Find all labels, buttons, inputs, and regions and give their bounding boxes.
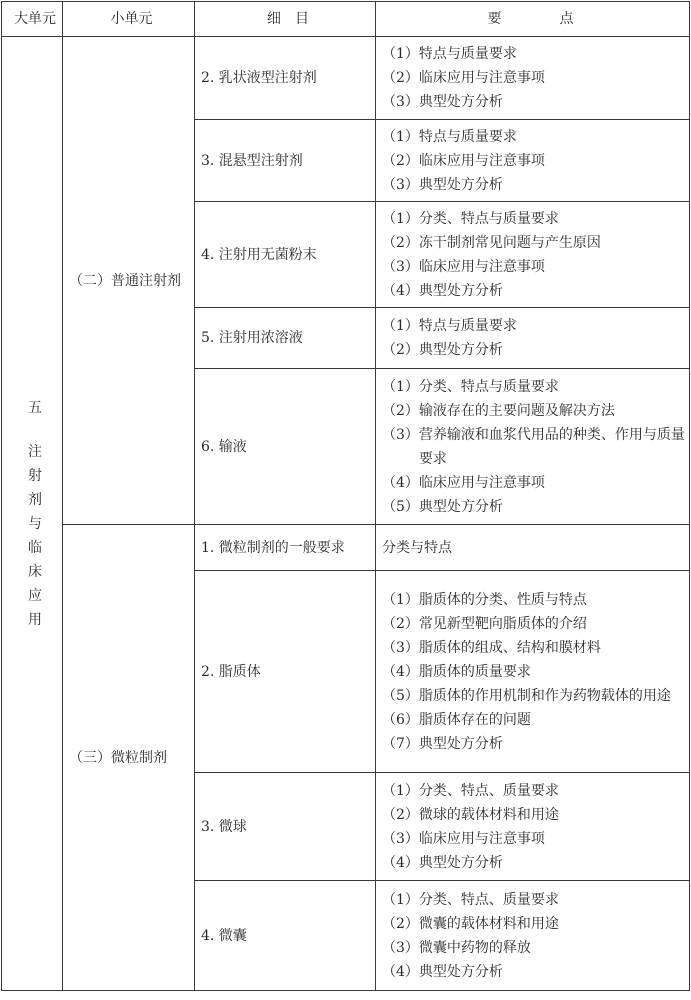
point-text: 临床应用与注意事项 bbox=[418, 830, 545, 847]
point-index: （4） bbox=[382, 963, 419, 980]
points-cell: 分类与特点 bbox=[376, 525, 690, 571]
point-index: （1） bbox=[382, 891, 419, 908]
point-item bbox=[382, 125, 689, 149]
point-item bbox=[382, 636, 689, 660]
point-text: 微囊的载体材料和用途 bbox=[418, 915, 559, 932]
small-unit-cell: （二）普通注射剂 bbox=[63, 37, 195, 525]
point-item bbox=[382, 207, 689, 231]
point-index: （6） bbox=[382, 711, 419, 728]
point-text: 分类、特点、质量要求 bbox=[418, 782, 559, 799]
points-cell bbox=[376, 881, 690, 991]
detail-cell: 4. 注射用无菌粉末 bbox=[195, 202, 376, 308]
point-item bbox=[382, 912, 689, 936]
point-text: 输液存在的主要问题及解决方法 bbox=[418, 402, 615, 419]
point-index: （5） bbox=[382, 498, 419, 515]
point-index: （2） bbox=[382, 915, 419, 932]
point-item bbox=[382, 314, 689, 338]
point-text: 临床应用与注意事项 bbox=[418, 152, 545, 169]
detail-cell: 1. 微粒制剂的一般要求 bbox=[195, 525, 376, 571]
header-big-unit: 大单元 bbox=[2, 2, 63, 37]
point-index: （3） bbox=[382, 176, 419, 193]
points-list bbox=[382, 125, 689, 197]
point-index: （3） bbox=[382, 94, 419, 110]
point-index: （5） bbox=[382, 687, 419, 704]
detail-cell: 2. 乳状液型注射剂 bbox=[195, 37, 376, 120]
point-text: 典型处方分析 bbox=[418, 342, 503, 358]
table-row bbox=[2, 525, 690, 571]
detail-cell: 3. 混悬型注射剂 bbox=[195, 120, 376, 202]
point-text: 脂质体的分类、性质与特点 bbox=[418, 591, 587, 608]
detail-cell: 3. 微球 bbox=[195, 773, 376, 881]
points-cell bbox=[376, 571, 690, 773]
point-index: （2） bbox=[382, 152, 419, 169]
point-index: （2） bbox=[382, 70, 419, 86]
point-index: （4） bbox=[382, 854, 419, 871]
point-item bbox=[382, 684, 689, 708]
point-index: （4） bbox=[382, 474, 419, 491]
point-item bbox=[382, 399, 689, 423]
point-text: 微球的载体材料和用途 bbox=[418, 806, 559, 823]
point-text: 营养输液和血浆代用品的种类、作用与质量要求 bbox=[418, 426, 685, 467]
point-text: 脂质体的作用机制和作为药物载体的用途 bbox=[418, 687, 671, 704]
table-row bbox=[2, 37, 690, 120]
point-item bbox=[382, 960, 689, 984]
point-item bbox=[382, 779, 689, 803]
point-index: （2） bbox=[382, 234, 419, 251]
header-small-unit: 小单元 bbox=[63, 2, 195, 37]
point-text: 典型处方分析 bbox=[418, 176, 503, 193]
point-item bbox=[382, 338, 689, 362]
point-item bbox=[382, 708, 689, 732]
header-row bbox=[2, 2, 690, 37]
point-item bbox=[382, 42, 689, 66]
point-text: 典型处方分析 bbox=[418, 963, 503, 980]
big-unit-title: 注射剂与临床应用 bbox=[28, 443, 42, 628]
point-index: （2） bbox=[382, 402, 419, 419]
point-text: 特点与质量要求 bbox=[418, 46, 517, 62]
points-list bbox=[382, 588, 689, 756]
point-index: （3） bbox=[382, 426, 419, 443]
points-list bbox=[382, 314, 689, 362]
points-list bbox=[382, 779, 689, 875]
point-text: 临床应用与注意事项 bbox=[418, 474, 545, 491]
points-cell bbox=[376, 308, 690, 369]
point-index: （2） bbox=[382, 806, 419, 823]
header-detail: 细 目 bbox=[195, 2, 376, 37]
point-item bbox=[382, 90, 689, 114]
point-item bbox=[382, 471, 689, 495]
detail-cell: 5. 注射用浓溶液 bbox=[195, 308, 376, 369]
point-text: 脂质体的质量要求 bbox=[418, 663, 531, 680]
point-item bbox=[382, 375, 689, 399]
point-index: （3） bbox=[382, 830, 419, 847]
point-item bbox=[382, 495, 689, 519]
point-item bbox=[382, 803, 689, 827]
point-item bbox=[382, 888, 689, 912]
point-item bbox=[382, 255, 689, 279]
header-points: 要 点 bbox=[376, 2, 690, 37]
point-text: 临床应用与注意事项 bbox=[418, 70, 545, 86]
point-index: （3） bbox=[382, 258, 419, 275]
point-text: 典型处方分析 bbox=[418, 94, 503, 110]
point-text: 分类、特点与质量要求 bbox=[418, 378, 559, 395]
big-unit-number: 五 bbox=[28, 399, 42, 416]
point-item bbox=[382, 423, 689, 471]
point-item bbox=[382, 851, 689, 875]
point-text: 脂质体存在的问题 bbox=[418, 711, 531, 728]
point-item bbox=[382, 231, 689, 255]
detail-cell: 2. 脂质体 bbox=[195, 571, 376, 773]
point-text: 临床应用与注意事项 bbox=[418, 258, 545, 275]
point-text: 典型处方分析 bbox=[418, 735, 503, 752]
points-cell bbox=[376, 202, 690, 308]
point-index: （3） bbox=[382, 639, 419, 656]
point-index: （3） bbox=[382, 939, 419, 956]
syllabus-table bbox=[1, 1, 690, 991]
point-item bbox=[382, 732, 689, 756]
big-unit-cell bbox=[2, 37, 63, 991]
point-item bbox=[382, 588, 689, 612]
point-text: 分类、特点与质量要求 bbox=[418, 210, 559, 227]
points-cell bbox=[376, 773, 690, 881]
point-item bbox=[382, 827, 689, 851]
point-item bbox=[382, 936, 689, 960]
points-list bbox=[382, 888, 689, 984]
point-text: 典型处方分析 bbox=[418, 854, 503, 871]
point-text: 典型处方分析 bbox=[418, 282, 503, 299]
point-item bbox=[382, 612, 689, 636]
point-index: （1） bbox=[382, 318, 419, 334]
points-cell bbox=[376, 120, 690, 202]
point-index: （2） bbox=[382, 615, 419, 632]
detail-cell: 6. 输液 bbox=[195, 369, 376, 525]
point-text: 特点与质量要求 bbox=[418, 318, 517, 334]
small-unit-cell: （三）微粒制剂 bbox=[63, 525, 195, 991]
points-list bbox=[382, 207, 689, 303]
point-index: （1） bbox=[382, 128, 419, 145]
point-text: 微囊中药物的释放 bbox=[418, 939, 531, 956]
point-index: （1） bbox=[382, 782, 419, 799]
detail-cell: 4. 微囊 bbox=[195, 881, 376, 991]
point-text: 冻干制剂常见问题与产生原因 bbox=[418, 234, 601, 251]
point-index: （2） bbox=[382, 342, 419, 358]
point-item bbox=[382, 149, 689, 173]
point-index: （7） bbox=[382, 735, 419, 752]
point-index: （1） bbox=[382, 378, 419, 395]
points-cell bbox=[376, 37, 690, 120]
point-text: 分类、特点、质量要求 bbox=[418, 891, 559, 908]
point-item bbox=[382, 66, 689, 90]
big-unit-vertical-text bbox=[27, 396, 43, 632]
point-text: 特点与质量要求 bbox=[418, 128, 517, 145]
point-item bbox=[382, 173, 689, 197]
points-cell bbox=[376, 369, 690, 525]
point-index: （1） bbox=[382, 46, 419, 62]
point-item bbox=[382, 660, 689, 684]
point-text: 脂质体的组成、结构和膜材料 bbox=[418, 639, 601, 656]
points-list bbox=[382, 375, 689, 519]
point-text: 常见新型靶向脂质体的介绍 bbox=[418, 615, 587, 632]
point-item bbox=[382, 279, 689, 303]
point-index: （1） bbox=[382, 591, 419, 608]
point-index: （1） bbox=[382, 210, 419, 227]
point-index: （4） bbox=[382, 663, 419, 680]
points-list bbox=[382, 42, 689, 114]
point-text: 典型处方分析 bbox=[418, 498, 503, 515]
point-index: （4） bbox=[382, 282, 419, 299]
